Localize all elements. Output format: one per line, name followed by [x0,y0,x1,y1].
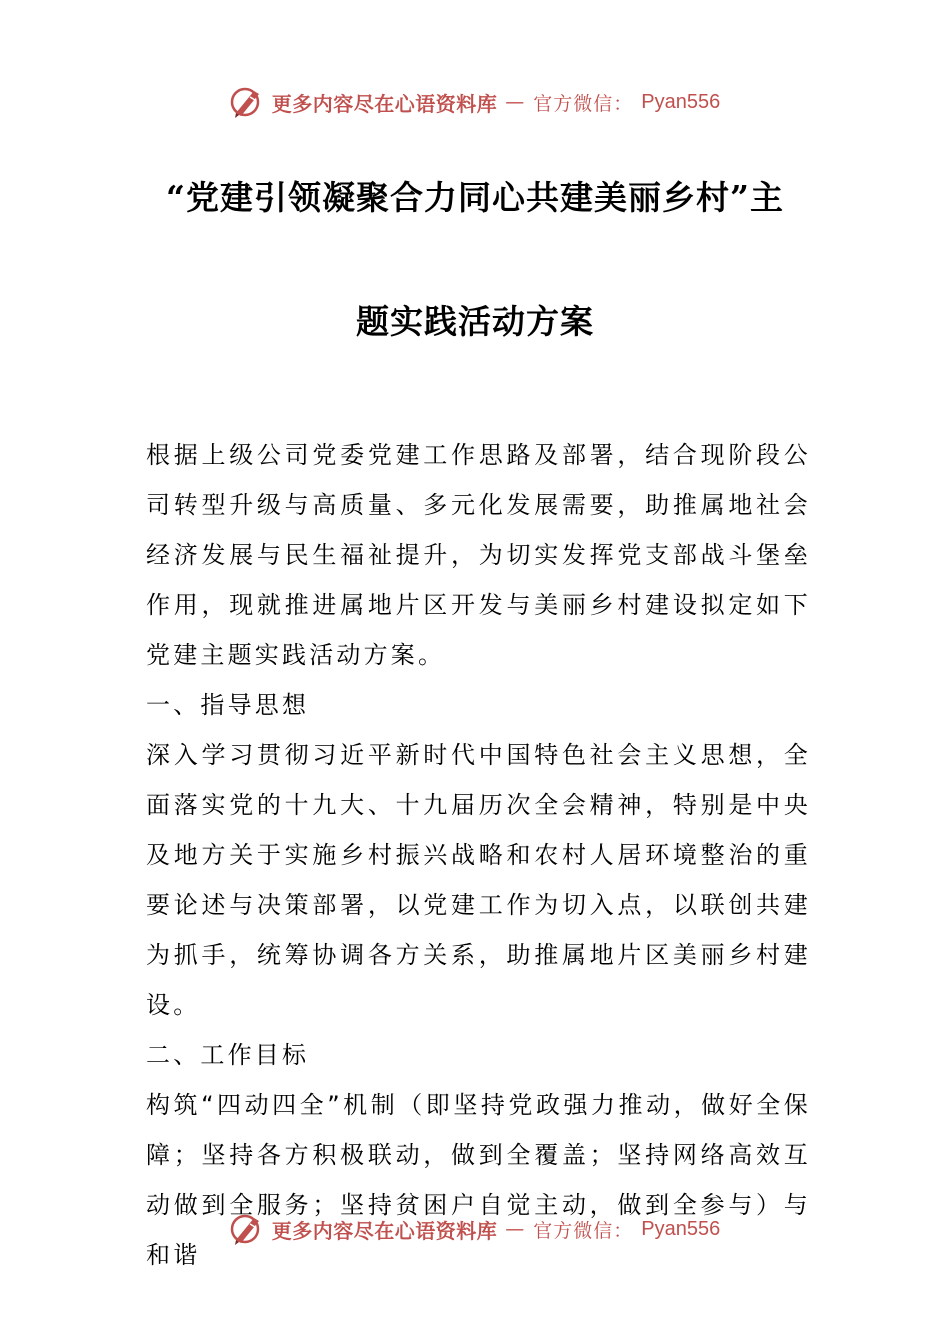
document-body [146,430,811,1280]
wechat-label: 官方微信： [533,92,634,115]
pen-logo-icon [230,1212,264,1246]
section-heading-work-goals: 二、工作目标 [146,1041,310,1069]
section-heading-guiding-ideology: 一、指导思想 [146,691,310,719]
document-title-line-2: 题实践活动方案 [356,302,594,341]
pen-logo-icon [230,85,264,119]
wechat-label: 官方微信： [533,1219,634,1242]
work-goals-paragraph: 构筑“四动四全”机制（即坚持党政强力推动，做好全保障；坚持各方积极联动，做到全覆盖；坚持网络高效互动做到全服务；坚持贫困户自觉主动，做到全参与）与和谐 [146,1091,811,1269]
wechat-handle: Pyan556 [641,90,721,113]
header-watermark-banner [0,82,950,122]
brand-text: 更多内容尽在心语资料库 [271,1218,498,1243]
footer-watermark-banner [0,1209,950,1249]
document-title-line-1: “党建引领凝聚合力同心共建美丽乡村”主 [166,178,784,217]
brand-text: 更多内容尽在心语资料库 [271,91,498,116]
guiding-ideology-paragraph: 深入学习贯彻习近平新时代中国特色社会主义思想，全面落实党的十九大、十九届历次全会精神，特别是中央及地方关于实施乡村振兴战略和农村人居环境整治的重要论述与决策部署，以党建工作为切入点，以联创共建为抓手，统筹协调各方关系，助推属地片区美丽乡村建设。 [146,741,811,1019]
wechat-handle: Pyan556 [641,1217,721,1240]
intro-paragraph: 根据上级公司党委党建工作思路及部署，结合现阶段公司转型升级与高质量、多元化发展需要，助推属地社会经济发展与民生福祉提升，为切实发挥党支部战斗堡垒作用，现就推进属地片区开发与美丽乡村建设拟定如下党建主题实践活动方案。 [146,441,811,669]
brand-dash: — [505,1218,526,1240]
brand-dash: — [505,91,526,113]
